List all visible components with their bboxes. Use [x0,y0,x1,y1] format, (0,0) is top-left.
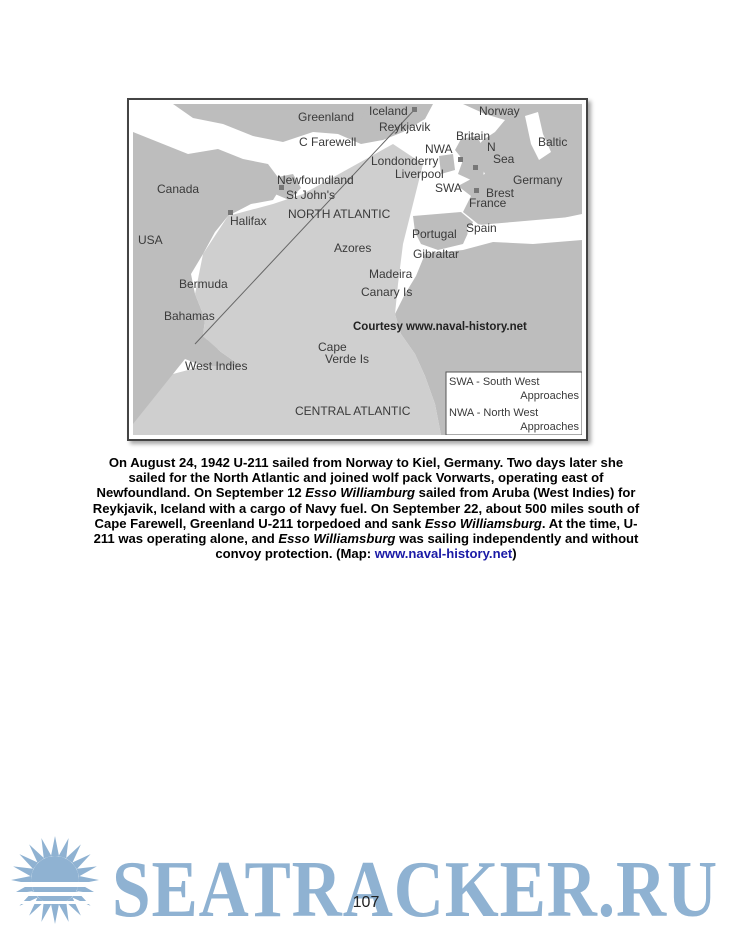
label-greenland: Greenland [298,110,355,124]
label-c-farewell: C Farewell [299,135,357,149]
label-reykjavik: Reykjavik [379,120,431,134]
page-number: 107 [352,894,380,911]
legend-nwa-line2: Approaches [520,421,579,433]
label-brest: Brest [486,186,515,200]
caption-text-2: sailed from Aruba (West Indies) for Reykjavik, Iceland with a cargo of Navy fuel. On September 22, about 500 miles south of Cape Farewell, Greenland U-211 torpedoed and sank [92,485,640,531]
caption-text-5: ) [512,546,517,562]
label-nwa: NWA [425,142,453,156]
reykjavik-marker [412,107,417,112]
label-iceland: Iceland [369,104,408,118]
map-caption [90,455,642,561]
label-halifax: Halifax [230,214,267,228]
map-legend [446,372,582,435]
label-bahamas: Bahamas [164,309,215,323]
label-cape: Cape [318,340,347,354]
label-baltic: Baltic [538,135,568,149]
label-germany: Germany [513,173,563,187]
caption-ship-name-1: Esso Williamburg [305,485,416,501]
label-liverpool: Liverpool [395,167,444,181]
liverpool-marker [473,165,478,170]
label-azores: Azores [334,241,372,255]
label-spain: Spain [466,221,497,235]
label-gibraltar: Gibraltar [413,247,460,261]
label-n: N [487,140,496,154]
sun-icon [5,836,105,924]
label-central-atlantic: CENTRAL ATLANTIC [295,404,411,418]
caption-text-1: On August 24, 1942 U-211 sailed from Norway to Kiel, Germany. Two days later she sailed for the North Atlantic and joined wolf pack Vorwarts, operating east of Newfoundland. On September 12 [96,455,624,501]
caption-text-4: was sailing independently and without convoy protection. (Map: [215,531,639,562]
nwa-marker [458,157,463,162]
watermark-text: SEATRACKER.RU [112,846,718,934]
brest-marker [474,188,479,193]
seatracker-watermark [0,830,732,942]
naval-history-link[interactable]: www.naval-history.net [374,546,513,562]
legend-swa-line2: Approaches [520,390,579,402]
label-st-johns: St John's [286,188,335,202]
label-londonderry: Londonderry [371,154,439,168]
label-france: France [469,196,507,210]
north-atlantic-map [133,104,582,435]
label-north-atlantic: NORTH ATLANTIC [288,207,391,221]
label-west-indies: West Indies [185,359,248,373]
label-sea: Sea [493,152,515,166]
label-portugal: Portugal [412,227,457,241]
label-britain: Britain [456,129,491,143]
label-newfoundland: Newfoundland [277,173,354,187]
caption-ship-name-3: Esso Williamsburg [278,531,396,547]
caption-ship-name-2: Esso Williamsburg [424,515,542,531]
map-credit: Courtesy www.naval-history.net [353,321,527,333]
label-madeira: Madeira [369,267,413,281]
label-norway: Norway [479,104,520,118]
label-bermuda: Bermuda [179,277,228,291]
legend-nwa-line1: NWA - North West [449,407,539,419]
legend-swa-line1: SWA - South West [449,376,540,388]
label-verde-is: Verde Is [325,352,370,366]
caption-text-3: . At the time, U-211 was operating alone, and [93,515,638,547]
map-figure [127,98,588,441]
label-swa: SWA [435,181,462,195]
label-usa: USA [138,233,163,247]
label-canary-is: Canary Is [361,285,413,299]
label-canada: Canada [157,182,200,196]
